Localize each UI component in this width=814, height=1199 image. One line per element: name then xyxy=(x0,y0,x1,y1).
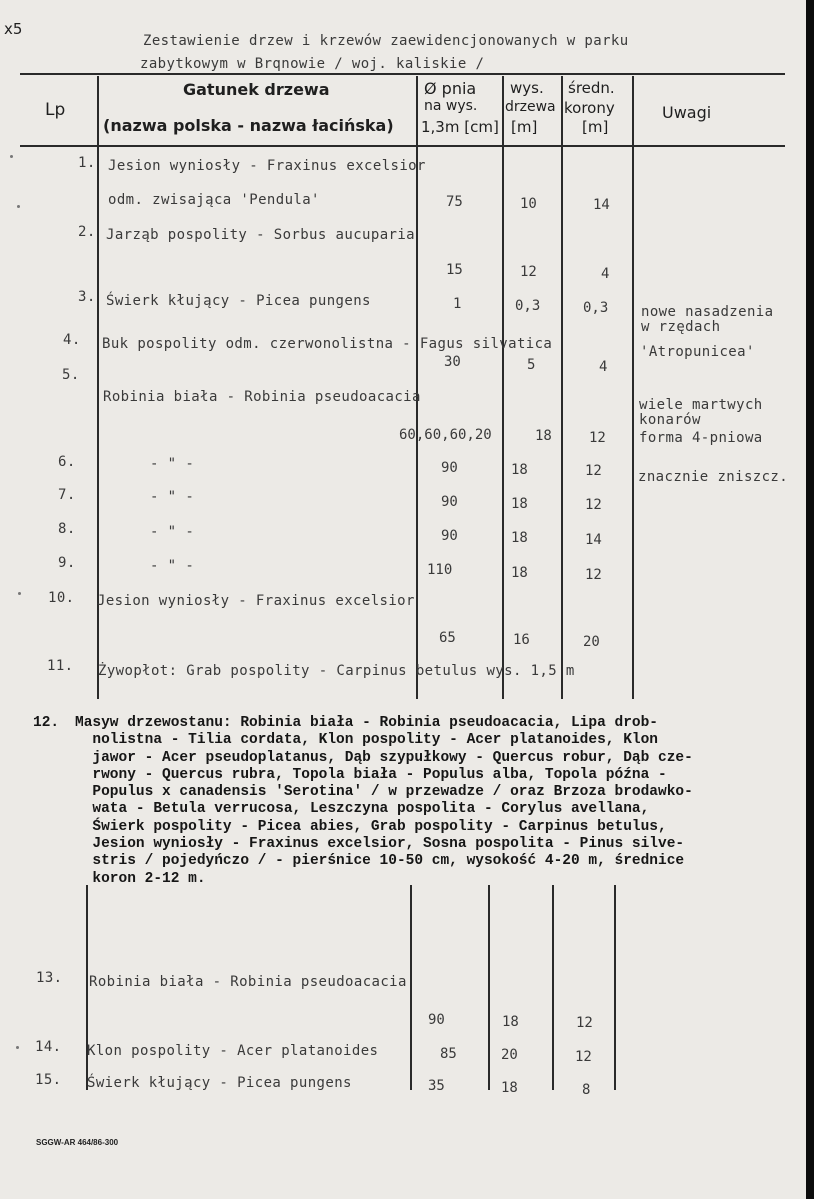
row-1-crown: 14 xyxy=(593,197,610,213)
row-10-species: Jesion wyniosły - Fraxinus excelsior xyxy=(97,593,415,609)
table-top-border xyxy=(20,73,785,75)
row-1-lp: 1. xyxy=(78,155,96,171)
row-3-note-2: w rzędach xyxy=(641,319,721,335)
row-3-species: Świerk kłujący - Picea pungens xyxy=(106,293,371,309)
title-line-2: zabytkowym w Brqnowie / woj. kaliskie / xyxy=(140,56,485,72)
row-5-crown: 12 xyxy=(589,430,606,446)
column-divider-lp-lower xyxy=(86,885,88,1090)
row-9-height: 18 xyxy=(511,565,528,581)
row-8-crown: 14 xyxy=(585,532,602,548)
row-6-crown: 12 xyxy=(585,463,602,479)
header-height-2: drzewa xyxy=(505,99,556,115)
row-9-trunk: 110 xyxy=(427,562,453,578)
row-15-species: Świerk kłujący - Picea pungens xyxy=(87,1075,352,1091)
row-5-trunk: 60,60,60,20 xyxy=(399,427,492,443)
header-height-1: wys. xyxy=(510,79,544,97)
row-9-species: - " - xyxy=(150,558,195,574)
row-7-crown: 12 xyxy=(585,497,602,513)
column-divider-crown-lower xyxy=(614,885,616,1090)
row-3-crown: 0,3 xyxy=(583,300,609,316)
row-12-lp: 12. xyxy=(33,715,60,731)
row-12-line: Masyw drzewostanu: Robinia biała - Robinia pseudoacacia, Lipa drob- xyxy=(75,715,658,731)
row-11-species: Żywopłot: Grab pospolity - Carpinus betulus wys. 1,5 m xyxy=(98,663,575,679)
title-line-1: Zestawienie drzew i krzewów zaewidencjonowanych w parku xyxy=(143,33,629,49)
row-12-line: koron 2-12 m. xyxy=(75,870,206,887)
row-15-trunk: 35 xyxy=(428,1078,445,1094)
row-8-height: 18 xyxy=(511,530,528,546)
row-13-crown: 12 xyxy=(576,1015,593,1031)
row-14-height: 20 xyxy=(501,1047,518,1063)
row-11-lp: 11. xyxy=(47,658,74,674)
row-3-height: 0,3 xyxy=(515,298,541,314)
punch-mark xyxy=(16,1046,19,1049)
column-divider-trunk-lower xyxy=(488,885,490,1090)
row-1-species: Jesion wyniosły - Fraxinus excelsior xyxy=(108,158,426,174)
header-crown-3: [m] xyxy=(582,118,609,136)
row-13-lp: 13. xyxy=(36,970,63,986)
header-height-3: [m] xyxy=(511,118,538,136)
row-14-crown: 12 xyxy=(575,1049,592,1065)
row-4-height: 5 xyxy=(527,357,536,373)
header-lp: Lp xyxy=(45,100,66,120)
header-trunk-2: na wys. xyxy=(424,98,478,114)
header-crown-1: średn. xyxy=(568,79,615,97)
row-6-lp: 6. xyxy=(58,454,76,470)
header-notes: Uwagi xyxy=(662,103,712,122)
row-4-species: Buk pospolity odm. czerwonolistna - Fagus silvatica xyxy=(102,336,553,352)
row-6-trunk: 90 xyxy=(441,460,458,476)
header-trunk-3: 1,3m [cm] xyxy=(421,118,499,136)
row-12-line: Świerk pospolity - Picea abies, Grab pospolity - Carpinus betulus, xyxy=(75,818,667,835)
row-10-crown: 20 xyxy=(583,634,600,650)
margin-note: x5 xyxy=(4,20,23,38)
row-13-trunk: 90 xyxy=(428,1012,445,1028)
row-12-line: wata - Betula verrucosa, Leszczyna pospolita - Corylus avellana, xyxy=(75,801,650,818)
row-2-trunk: 15 xyxy=(446,262,463,278)
scan-edge xyxy=(806,0,814,1199)
row-5-lp: 5. xyxy=(62,367,80,383)
row-8-trunk: 90 xyxy=(441,528,458,544)
row-14-species: Klon pospolity - Acer platanoides xyxy=(87,1043,379,1059)
row-4-trunk: 30 xyxy=(444,354,461,370)
row-10-height: 16 xyxy=(513,632,530,648)
header-bottom-border xyxy=(20,145,785,147)
row-9-crown: 12 xyxy=(585,567,602,583)
row-7-trunk: 90 xyxy=(441,494,458,510)
row-12-line: nolistna - Tilia cordata, Klon pospolity - Acer platanoides, Klon xyxy=(75,732,658,749)
row-15-crown: 8 xyxy=(582,1082,591,1098)
row-12-description xyxy=(75,715,693,888)
row-5-note-3: forma 4-pniowa xyxy=(639,430,763,446)
column-divider-height-lower xyxy=(552,885,554,1090)
row-14-lp: 14. xyxy=(35,1039,62,1055)
row-4-lp: 4. xyxy=(63,332,81,348)
column-divider-trunk xyxy=(502,76,504,699)
row-14-trunk: 85 xyxy=(440,1046,457,1062)
row-2-species: Jarząb pospolity - Sorbus aucuparia xyxy=(106,227,416,243)
row-6-height: 18 xyxy=(511,462,528,478)
row-2-height: 12 xyxy=(520,264,537,280)
punch-mark xyxy=(10,155,13,158)
row-3-note: nowe nasadzenia xyxy=(641,304,774,320)
row-15-lp: 15. xyxy=(35,1072,62,1088)
header-species-1: Gatunek drzewa xyxy=(183,80,330,99)
column-divider-crown xyxy=(632,76,634,699)
column-divider-height xyxy=(561,76,563,699)
row-2-lp: 2. xyxy=(78,224,96,240)
row-4-crown: 4 xyxy=(599,359,608,375)
row-3-trunk: 1 xyxy=(453,296,462,312)
row-8-lp: 8. xyxy=(58,521,76,537)
row-1-species-variety: odm. zwisająca 'Pendula' xyxy=(108,192,320,208)
row-13-species: Robinia biała - Robinia pseudoacacia xyxy=(89,974,407,990)
punch-mark xyxy=(17,205,20,208)
row-7-lp: 7. xyxy=(58,487,76,503)
header-crown-2: korony xyxy=(564,99,615,117)
row-5-note: wiele martwych xyxy=(639,397,763,413)
row-10-lp: 10. xyxy=(48,590,75,606)
row-5-species: Robinia biała - Robinia pseudoacacia xyxy=(103,389,421,405)
row-12-line: Jesion wyniosły - Fraxinus excelsior, Sosna pospolita - Pinus silve- xyxy=(75,836,685,853)
row-1-trunk: 75 xyxy=(446,194,463,210)
row-12-line: stris / pojedyńczo / - pierśnice 10-50 cm, wysokość 4-20 m, średnice xyxy=(75,853,685,870)
row-12-line: jawor - Acer pseudoplatanus, Dąb szypułkowy - Quercus robur, Dąb cze- xyxy=(75,749,693,766)
row-3-lp: 3. xyxy=(78,289,96,305)
row-1-height: 10 xyxy=(520,196,537,212)
row-2-crown: 4 xyxy=(601,266,610,282)
row-7-height: 18 xyxy=(511,496,528,512)
row-6-species: - " - xyxy=(150,456,195,472)
row-5-note-2: konarów xyxy=(639,412,701,428)
row-4-note: 'Atropunicea' xyxy=(640,344,755,360)
row-8-species: - " - xyxy=(150,524,195,540)
row-12-line: rwony - Quercus rubra, Topola biała - Populus alba, Topola późna - xyxy=(75,766,667,783)
row-9-lp: 9. xyxy=(58,555,76,571)
form-footer-code: SGGW-AR 464/86-300 xyxy=(36,1138,119,1147)
header-trunk-1: Ø pnia xyxy=(424,79,477,98)
column-divider-species-lower xyxy=(410,885,412,1090)
header-species-2: (nazwa polska - nazwa łacińska) xyxy=(103,116,394,135)
row-6-note: znacznie zniszcz. xyxy=(638,469,789,485)
punch-mark xyxy=(18,592,21,595)
row-15-height: 18 xyxy=(501,1080,518,1096)
row-10-trunk: 65 xyxy=(439,630,456,646)
row-12-line: Populus x canadensis 'Serotina' / w przewadze / oraz Brzoza brodawko- xyxy=(75,784,693,801)
row-7-species: - " - xyxy=(150,489,195,505)
row-5-height: 18 xyxy=(535,428,552,444)
row-13-height: 18 xyxy=(502,1014,519,1030)
